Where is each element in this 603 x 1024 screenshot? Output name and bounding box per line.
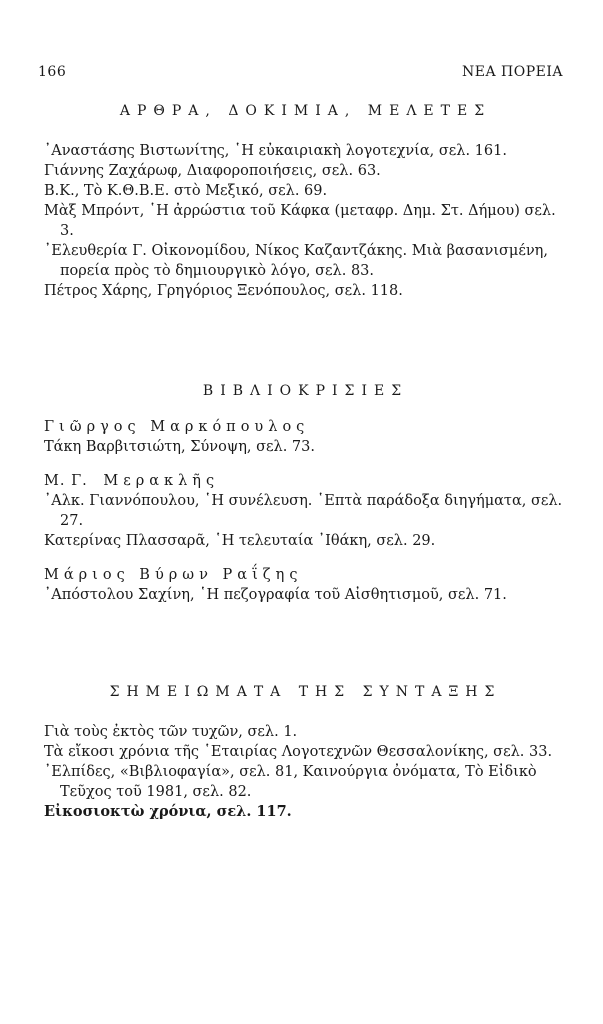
notes-section (44, 684, 567, 822)
review-list (44, 491, 567, 551)
list-item: Μὰξ Μπρόντ, ῾Η ἀρρώστια τοῦ Κάφκα (μεταφρ. Δημ. Στ. Δήμου) σελ. 3. (44, 203, 556, 239)
list-item: Β.Κ., Τὸ Κ.Θ.Β.Ε. στὸ Μεξικό, σελ. 69. (44, 183, 328, 199)
reviewer-surname: Μερακλῆς (103, 473, 220, 489)
list-item: ᾿Αλκ. Γιαννόπουλου, ῾Η συνέλευση. ῾Επτὰ παράδοξα διηγήματα, σελ. 27. (44, 493, 563, 529)
list-item: Πέτρος Χάρης, Γρηγόριος Ξενόπουλος, σελ. 118. (44, 283, 403, 299)
review-group (44, 417, 567, 457)
list-item: Τάκη Βαρβιτσιώτη, Σύνοψη, σελ. 73. (44, 439, 315, 455)
notes-list (44, 722, 567, 822)
list-item: Γιὰ τοὺς ἐκτὸς τῶν τυχῶν, σελ. 1. (44, 724, 298, 740)
reviews-section (44, 383, 567, 605)
list-item: ᾿Ελπίδες, «Βιβλιοφαγία», σελ. 81, Καινούργια ὀνόματα, Τὸ Εἰδικὸ Τεῦχος τοῦ 1981, σελ. 82. (44, 764, 537, 800)
reviewer-initials: Μ. Γ. (44, 473, 88, 489)
list-item: ᾿Αναστάσης Βιστωνίτης, ῾Η εὐκαιριακὴ λογοτεχνία, σελ. 161. (44, 143, 507, 159)
list-item: ᾿Απόστολου Σαχίνη, ῾Η πεζογραφία τοῦ Αἰσθητισμοῦ, σελ. 71. (44, 587, 507, 603)
journal-title: ΝΕΑ ΠΟΡΕΙΑ (462, 64, 563, 80)
reviewer-name: Γιῶργος Μαρκόπουλος (44, 419, 310, 435)
review-list (44, 437, 567, 457)
notes-heading: ΣΗΜΕΙΩΜΑΤΑ ΤΗΣ ΣΥΝΤΑΞΗΣ (109, 684, 502, 700)
list-item: Τὰ εἴκοσι χρόνια τῆς ῾Εταιρίας Λογοτεχνῶν Θεσσαλονίκης, σελ. 33. (44, 744, 553, 760)
reviews-heading: ΒΙΒΛΙΟΚΡΙΣΙΕΣ (202, 383, 409, 399)
articles-heading: ΑΡΘΡΑ, ΔΟΚΙΜΙΑ, ΜΕΛΕΤΕΣ (119, 103, 492, 119)
list-item: Γιάννης Ζαχάρωφ, Διαφοροποιήσεις, σελ. 63. (44, 163, 381, 179)
review-group (44, 471, 567, 551)
list-item: ᾿Ελευθερία Γ. Οἰκονομίδου, Νίκος Καζαντζάκης. Μιὰ βασανισμένη, πορεία πρὸς τὸ δημιουργικὸ λόγο, σελ. 83. (44, 243, 548, 279)
reviewer-name: Μάριος Βύρων Ραΐζης (44, 567, 303, 583)
review-list (44, 585, 567, 605)
articles-section (44, 103, 567, 301)
running-head (38, 64, 563, 80)
list-item: Εἰκοσιοκτὼ χρόνια, σελ. 117. (44, 803, 292, 820)
articles-list (44, 141, 567, 301)
list-item: Κατερίνας Πλασσαρᾶ, ῾Η τελευταία ᾿Ιθάκη, σελ. 29. (44, 533, 436, 549)
page-number: 166 (38, 64, 67, 80)
review-group (44, 565, 567, 605)
reviewer-name (44, 471, 567, 491)
